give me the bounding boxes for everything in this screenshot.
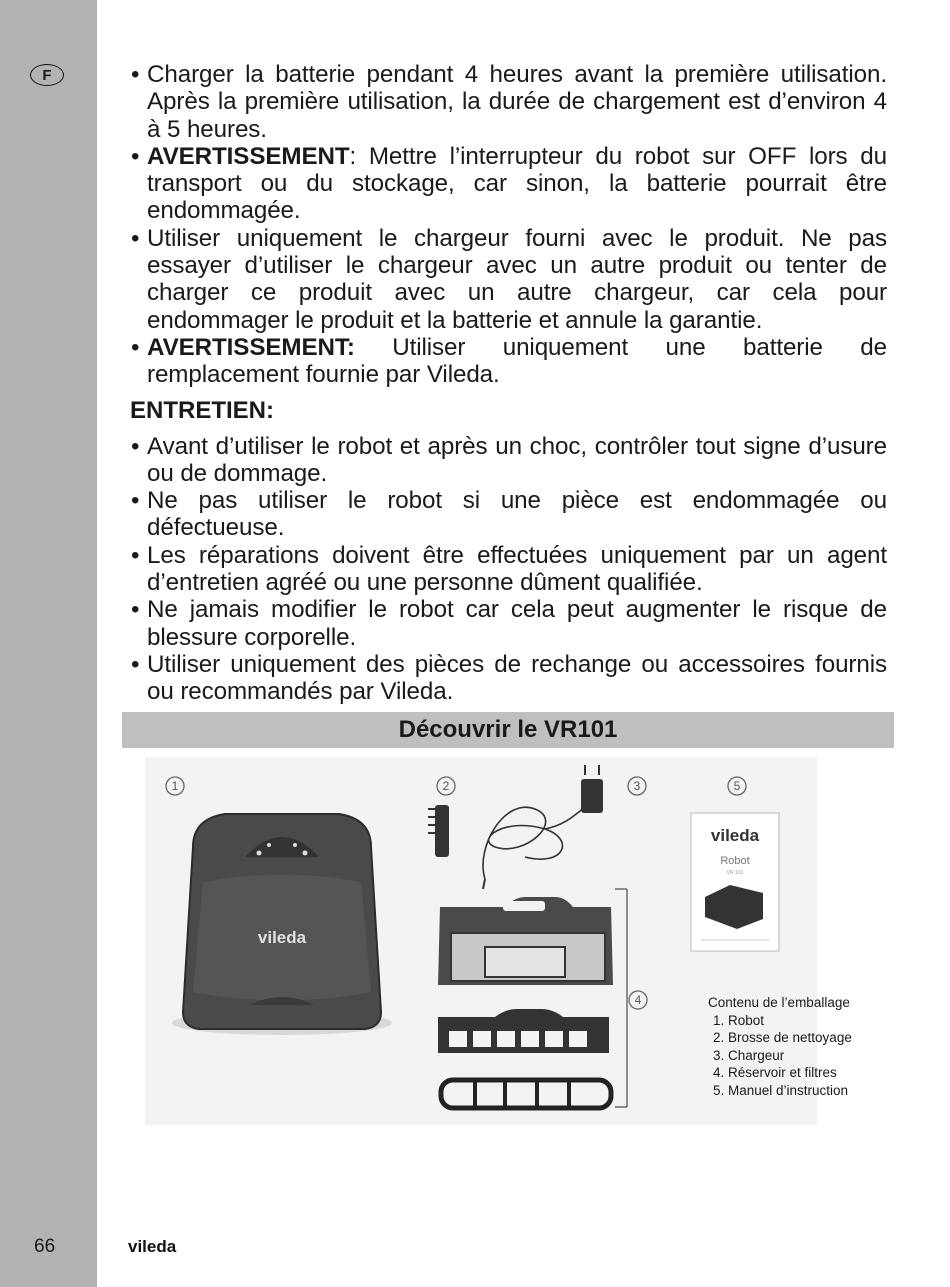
safety-bullet	[130, 225, 887, 334]
sidebar	[0, 0, 97, 1287]
bullet-text: Ne pas utiliser le robot si une pièce est endommagée ou défectueuse.	[147, 487, 887, 542]
warning-label: AVERTISSEMENT:	[147, 333, 355, 361]
reservoir-filters-image	[438, 889, 627, 1108]
list-item: 4. Réservoir et filtres	[728, 1064, 852, 1082]
manual-brand: vileda	[710, 826, 760, 845]
bullet-text: : Mettre l’interrupteur du robot sur OFF lors du transport ou du stockage, car sinon, la batterie pourrait être endommagée.	[147, 142, 887, 225]
bullet-text: Utiliser uniquement le chargeur fourni avec le produit. Ne pas essayer d’utiliser le chargeur avec un autre produit ou tenter de charger ce produit avec un autre chargeur, car cela pour endommager le produit et la batterie et annule la garantie.	[147, 224, 887, 334]
page-number: 66	[34, 1236, 56, 1257]
maintenance-bullet	[130, 651, 887, 706]
bullet-text: Utiliser uniquement une batterie de remplacement fournie par Vileda.	[147, 333, 887, 389]
safety-bullet	[130, 143, 887, 225]
list-item: 2. Brosse de nettoyage	[728, 1029, 852, 1047]
vileda-logo	[128, 1236, 198, 1258]
instruction-manual-image	[691, 813, 779, 951]
language-badge: F	[30, 64, 64, 86]
callout-5: 5	[733, 779, 741, 793]
section-heading: ENTRETIEN:	[130, 396, 274, 424]
list-item: 3. Chargeur	[728, 1047, 852, 1065]
warning-label: AVERTISSEMENT	[147, 142, 350, 170]
callout-1: 1	[171, 779, 179, 793]
section-title-band	[122, 712, 894, 748]
manual-model: VR 101	[726, 870, 744, 876]
footer-brand: vileda	[128, 1237, 177, 1256]
bullet-text: Les réparations doivent être effectuées uniquement par un agent d’entretien agréé ou une personne dûment qualifiée.	[147, 541, 887, 597]
robot-brand-label: vileda	[257, 928, 307, 947]
maintenance-bullet	[130, 487, 887, 542]
list-item: 5. Manuel d’instruction	[728, 1082, 852, 1100]
charger-image	[483, 765, 603, 889]
callout-3: 3	[633, 779, 641, 793]
section-title: Découvrir le VR101	[398, 716, 618, 743]
list-item: 1. Robot	[728, 1012, 852, 1030]
main-content	[130, 61, 887, 706]
maintenance-bullet	[130, 596, 887, 651]
manual-title: Robot	[720, 855, 750, 867]
cleaning-brush-image	[428, 805, 449, 857]
bullet-text: Utiliser uniquement des pièces de rechange ou accessoires fournis ou recommandés par Vileda.	[147, 650, 887, 706]
safety-bullet	[130, 334, 887, 389]
package-contents	[708, 994, 852, 1100]
bullet-text: Ne jamais modifier le robot car cela peut augmenter le risque de blessure corporelle.	[147, 596, 887, 651]
bullet-text: Charger la batterie pendant 4 heures avant la première utilisation. Après la première utilisation, la durée de chargement est d’environ 4 à 5 heures.	[147, 61, 887, 143]
maintenance-bullet	[130, 433, 887, 488]
maintenance-bullet	[130, 542, 887, 597]
callout-4: 4	[634, 993, 642, 1007]
footer-logo	[128, 1236, 198, 1263]
robot-image	[172, 814, 392, 1035]
package-contents-title: Contenu de l’emballage	[708, 995, 850, 1010]
callout-2: 2	[442, 779, 450, 793]
bullet-text: Avant d’utiliser le robot et après un choc, contrôler tout signe d’usure ou de dommage.	[147, 432, 887, 487]
safety-bullet	[130, 61, 887, 143]
